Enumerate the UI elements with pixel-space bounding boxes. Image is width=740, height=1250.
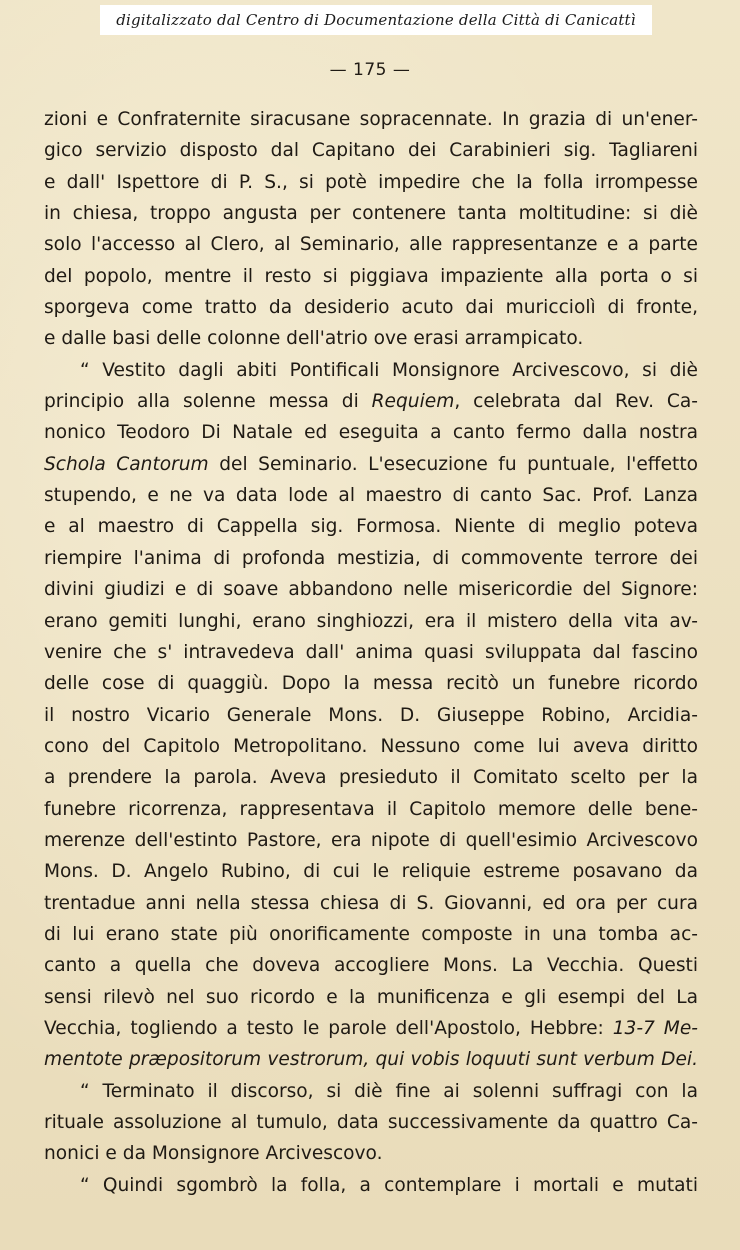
text-segment: “ Vestito dagli abiti Pontificali Monsignore Arcivescovo, si diè xyxy=(80,359,698,381)
text-segment: sporgeva come tratto da desiderio acuto dai muricciolì di fronte, xyxy=(44,297,698,319)
text-line xyxy=(44,762,698,793)
text-line xyxy=(44,1107,698,1138)
text-segment: il nostro Vicario Generale Mons. D. Giuseppe Robino, Arcidia- xyxy=(44,704,698,726)
text-segment: solo l'accesso al Clero, al Seminario, alle rappresentanze e a parte xyxy=(44,234,698,256)
text-segment: trentadue anni nella stessa chiesa di S. Giovanni, ed ora per cura xyxy=(44,892,698,914)
text-segment: del Seminario. L'esecuzione fu puntuale, l'effetto xyxy=(208,453,698,475)
text-line xyxy=(44,856,698,887)
text-segment: divini giudizi e di soave abbandono nelle misericordie del Signore: xyxy=(44,579,698,601)
italic-text: mentote præpositorum vestrorum, qui vobis loquuti sunt verbum Dei. xyxy=(44,1049,698,1071)
text-segment: e dalle basi delle colonne dell'atrio ove erasi arrampicato. xyxy=(44,328,584,350)
text-line xyxy=(44,261,698,292)
text-segment: sensi rilevò nel suo ricordo e la munificenza e gli esempi del La xyxy=(44,986,698,1008)
text-line xyxy=(44,417,698,448)
text-line xyxy=(44,637,698,668)
text-line xyxy=(44,323,698,354)
text-line xyxy=(44,1044,698,1075)
text-segment: di lui erano state più onorificamente composte in una tomba ac- xyxy=(44,923,698,945)
text-line xyxy=(44,511,698,542)
text-segment: “ Terminato il discorso, si diè fine ai solenni suffragi con la xyxy=(80,1080,698,1102)
text-line xyxy=(44,292,698,323)
italic-text: Requiem xyxy=(371,391,455,413)
text-segment: Mons. D. Angelo Rubino, di cui le reliquie estreme posavano da xyxy=(44,861,698,883)
text-segment: zioni e Confraternite siracusane sopracennate. In grazia di un'ener- xyxy=(44,109,698,130)
text-line xyxy=(44,480,698,511)
text-segment: principio alla solenne messa di xyxy=(44,391,372,413)
text-segment: “ Quindi sgombrò la folla, a contemplare i mortali e mutati xyxy=(80,1174,698,1196)
text-line xyxy=(44,229,698,260)
text-line xyxy=(44,888,698,919)
text-segment: Vecchia, togliendo a testo le parole dell'Apostolo, Hebbre: xyxy=(44,1017,613,1039)
text-segment: gico servizio disposto dal Capitano dei Carabinieri sig. Tagliareni xyxy=(44,140,698,162)
text-segment: delle cose di quaggiù. Dopo la messa recitò un funebre ricordo xyxy=(44,673,698,695)
text-segment: nonici e da Monsignore Arcivescovo. xyxy=(44,1143,383,1165)
text-line xyxy=(44,919,698,950)
watermark-text: digitalizzato dal Centro di Documentazione della Città di Canicattì xyxy=(116,11,636,29)
text-segment: e al maestro di Cappella sig. Formosa. Niente di meglio poteva xyxy=(44,516,698,538)
text-segment: riempire l'anima di profonda mestizia, di commovente terrore dei xyxy=(44,547,698,569)
text-line xyxy=(44,198,698,229)
italic-text: 13-7 Me- xyxy=(612,1017,698,1039)
text-segment: venire che s' intravedeva dall' anima quasi sviluppata dal fascino xyxy=(44,641,698,663)
text-segment: funebre ricorrenza, rappresentava il Capitolo memore delle bene- xyxy=(44,798,698,820)
text-line xyxy=(44,135,698,166)
text-segment: e dall' Ispettore di P. S., si potè impedire che la folla irrompesse xyxy=(44,171,698,193)
text-segment: in chiesa, troppo angusta per contenere tanta moltitudine: si diè xyxy=(44,203,698,225)
text-line xyxy=(44,1076,698,1107)
text-segment: a prendere la parola. Aveva presieduto il Comitato scelto per la xyxy=(44,767,698,789)
text-line xyxy=(44,794,698,825)
text-segment: nonico Teodoro Di Natale ed eseguita a canto fermo dalla nostra xyxy=(44,422,698,444)
text-line xyxy=(44,167,698,198)
text-line xyxy=(44,574,698,605)
text-line xyxy=(44,950,698,981)
text-line xyxy=(44,606,698,637)
body-text xyxy=(44,104,698,1201)
page-number: — 175 — xyxy=(329,60,411,80)
text-line xyxy=(44,104,698,135)
text-line xyxy=(44,1138,698,1169)
text-line xyxy=(44,825,698,856)
text-line xyxy=(44,449,698,480)
text-segment: rituale assoluzione al tumulo, data successivamente da quattro Ca- xyxy=(44,1112,698,1133)
text-segment: merenze dell'estinto Pastore, era nipote di quell'esimio Arcivescovo xyxy=(44,829,698,851)
text-line xyxy=(44,731,698,762)
digitization-watermark xyxy=(100,5,652,35)
text-line xyxy=(44,543,698,574)
text-segment: del popolo, mentre il resto si piggiava impaziente alla porta o si xyxy=(44,265,698,287)
text-line xyxy=(44,355,698,386)
text-line xyxy=(44,668,698,699)
text-line xyxy=(44,386,698,417)
text-line xyxy=(44,1013,698,1044)
text-line xyxy=(44,1170,698,1201)
italic-text: Schola Cantorum xyxy=(44,453,209,475)
text-segment: stupendo, e ne va data lode al maestro di canto Sac. Prof. Lanza xyxy=(44,485,698,507)
text-line xyxy=(44,982,698,1013)
text-line xyxy=(44,700,698,731)
text-segment: canto a quella che doveva accogliere Mons. La Vecchia. Questi xyxy=(44,955,698,977)
text-segment: erano gemiti lunghi, erano singhiozzi, era il mistero della vita av- xyxy=(44,610,698,632)
text-segment: cono del Capitolo Metropolitano. Nessuno come lui aveva diritto xyxy=(44,735,698,757)
text-segment: , celebrata dal Rev. Ca- xyxy=(454,391,698,413)
